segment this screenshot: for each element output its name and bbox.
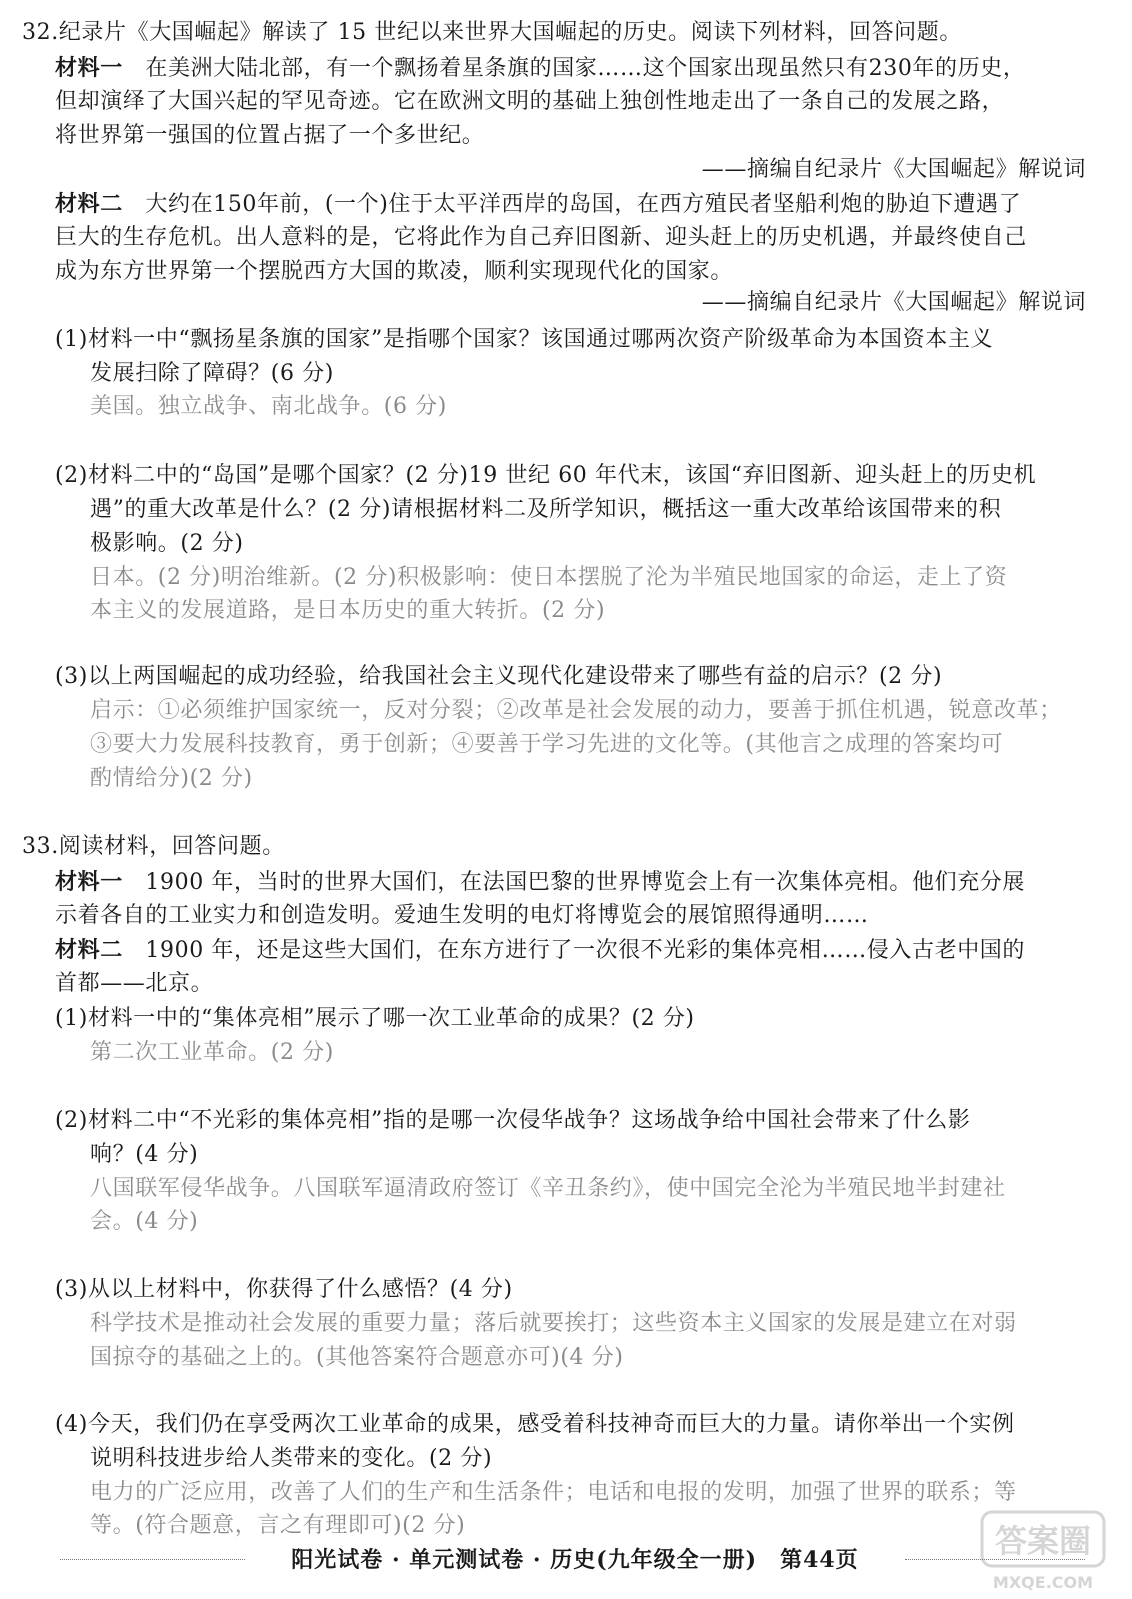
q33-material-1-text-1: 1900 年，当时的世界大国们，在法国巴黎的世界博览会上有一次集体亮相。他们充分展	[145, 870, 1026, 895]
watermark-bottom-text: MXQE.COM	[992, 1573, 1094, 1592]
q32-material-2-source: ——摘编自纪录片《大国崛起》解说词	[701, 290, 1086, 315]
q32-material-2-line-1	[55, 189, 1021, 220]
q32-part-2-line-3: 极影响。(2 分)	[90, 531, 244, 556]
q32-part-1-line-2: 发展扫除了障碍？(6 分)	[90, 361, 334, 386]
q33-part-2-line-2: 响？(4 分)	[90, 1142, 199, 1167]
q32-part-2-line-1: (2)材料二中的“岛国”是哪个国家？(2 分)19 世纪 60 年代末，该国“弃旧图新、迎头赶上的历史机	[55, 463, 1037, 488]
q32-material-2-text-1: 大约在150年前，(一个)住于太平洋西岸的岛国，在西方殖民者坚船利炮的胁迫下遭遇了	[145, 192, 1022, 217]
q33-answer-4-line-1: 电力的广泛应用，改善了人们的生产和生活条件；电话和电报的发明，加强了世界的联系；等	[90, 1480, 1017, 1505]
q32-material-1-line-2: 但却演绎了大国兴起的罕见奇迹。它在欧洲文明的基础上独创性地走出了一条自己的发展之路，	[55, 89, 1005, 114]
q32-part-3-line-1: (3)以上两国崛起的成功经验，给我国社会主义现代化建设带来了哪些有益的启示？(2 分)	[55, 664, 943, 689]
footer-title: 阳光试卷 · 单元测试卷 · 历史(九年级全一册) 第44页	[291, 1547, 859, 1573]
q33-answer-1: 第二次工业革命。(2 分)	[90, 1040, 334, 1065]
q33-material-2-line-1	[55, 935, 1025, 966]
q32-answer-3-line-3: 酌情给分)(2 分)	[90, 766, 253, 791]
q32-material-1-label: 材料一	[55, 55, 123, 81]
q33-material-1-line-2: 示着各自的工业实力和创造发明。爱迪生发明的电灯将博览会的展馆照得通明……	[55, 903, 869, 928]
q33-part-1-line-1: (1)材料一中的“集体亮相”展示了哪一次工业革命的成果？(2 分)	[55, 1006, 695, 1031]
q32-material-2-line-2: 巨大的生存危机。出人意料的是，它将此作为自己弃旧图新、迎头赶上的历史机遇，并最终使自己	[55, 225, 1027, 250]
q32-answer-1: 美国。独立战争、南北战争。(6 分)	[90, 394, 447, 419]
q33-part-2-line-1: (2)材料二中“不光彩的集体亮相”指的是哪一次侵华战争？这场战争给中国社会带来了什么影	[55, 1108, 971, 1133]
q32-material-2-line-3: 成为东方世界第一个摆脱西方大国的欺凌，顺利实现现代化的国家。	[55, 259, 734, 284]
q32-part-2-line-2: 遇”的重大改革是什么？(2 分)请根据材料二及所学知识，概括这一重大改革给该国带来的积	[90, 497, 1002, 522]
watermark-logo	[978, 1508, 1108, 1594]
q33-part-4-line-2: 说明科技进步给人类带来的变化。(2 分)	[90, 1446, 493, 1471]
q33-answer-2-line-1: 八国联军侵华战争。八国联军逼清政府签订《辛丑条约》，使中国完全沦为半殖民地半封建社	[90, 1176, 1006, 1201]
q33-part-4-line-1: (4)今天，我们仍在享受两次工业革命的成果，感受着科技神奇而巨大的力量。请你举出一个实例	[55, 1412, 1015, 1437]
question-32-stem: 32.纪录片《大国崛起》解读了 15 世纪以来世界大国崛起的历史。阅读下列材料，回答问题。	[22, 20, 962, 45]
q33-material-2-label: 材料二	[55, 937, 123, 963]
q32-answer-2-line-1: 日本。(2 分)明治维新。(2 分)积极影响：使日本摆脱了沦为半殖民地国家的命运，走上了资	[90, 565, 1008, 590]
q32-answer-2-line-2: 本主义的发展道路，是日本历史的重大转折。(2 分)	[90, 598, 606, 623]
q32-material-2-label: 材料二	[55, 191, 123, 217]
q33-answer-3-line-1: 科学技术是推动社会发展的重要力量；落后就要挨打；这些资本主义国家的发展是建立在对弱	[90, 1311, 1017, 1336]
q33-material-1-label: 材料一	[55, 869, 123, 895]
q32-answer-3-line-2: ③要大力发展科技教育，勇于创新；④要善于学习先进的文化等。(其他言之成理的答案均可	[90, 732, 1004, 757]
q32-part-1-line-1: (1)材料一中“飘扬星条旗的国家”是指哪个国家？该国通过哪两次资产阶级革命为本国资本主义	[55, 327, 994, 352]
q33-material-2-text-1: 1900 年，还是这些大国们，在东方进行了一次很不光彩的集体亮相……侵入古老中国的	[145, 938, 1026, 963]
q32-material-1-text-1: 在美洲大陆北部，有一个飘扬着星条旗的国家……这个国家出现虽然只有230年的历史，	[145, 56, 1026, 81]
q32-material-1-line-3: 将世界第一强国的位置占据了一个多世纪。	[55, 123, 485, 148]
q33-material-1-line-1	[55, 867, 1025, 898]
q33-part-3-line-1: (3)从以上材料中，你获得了什么感悟？(4 分)	[55, 1277, 513, 1302]
question-33-stem: 33.阅读材料，回答问题。	[22, 834, 285, 859]
watermark-top-text: 答案圈	[994, 1522, 1092, 1560]
q33-material-2-line-2: 首都——北京。	[55, 971, 214, 996]
q33-answer-4-line-2: 等。(符合题意，言之有理即可)(2 分)	[90, 1513, 466, 1538]
q32-material-1-source: ——摘编自纪录片《大国崛起》解说词	[701, 157, 1086, 182]
q32-answer-3-line-1: 启示：①必须维护国家统一，反对分裂；②改革是社会发展的动力，要善于抓住机遇，锐意改革；	[90, 698, 1062, 723]
q32-material-1-line-1	[55, 53, 1025, 84]
footer-rule-left	[60, 1559, 245, 1560]
q33-answer-2-line-2: 会。(4 分)	[90, 1209, 199, 1234]
q33-answer-3-line-2: 国掠夺的基础之上的。(其他答案符合题意亦可)(4 分)	[90, 1345, 624, 1370]
